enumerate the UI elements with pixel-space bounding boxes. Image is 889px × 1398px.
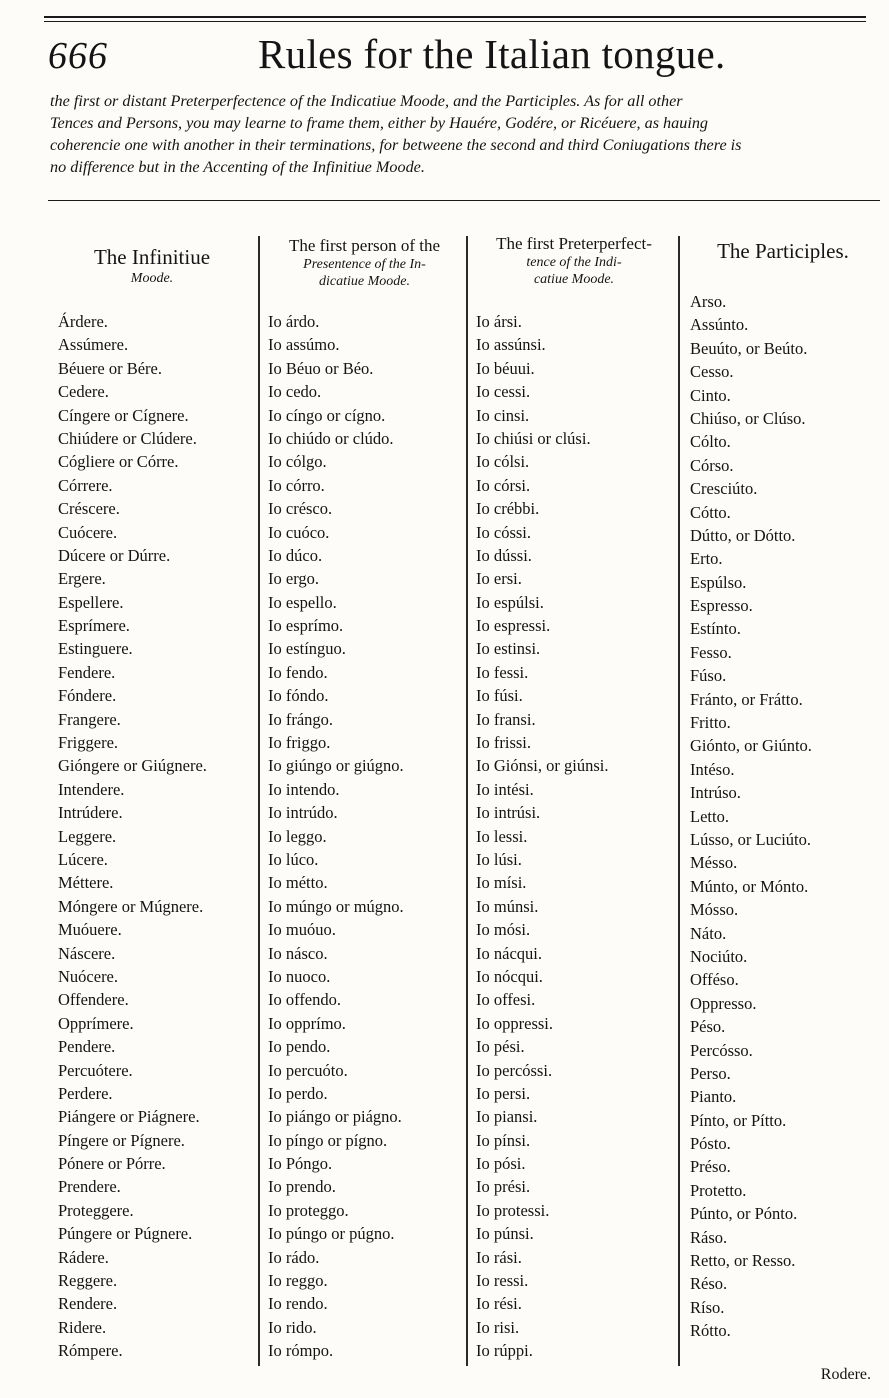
infinitive-entry: Cuócere. xyxy=(58,522,118,542)
infinitive-entry: Perdere. xyxy=(58,1083,113,1103)
column-divider xyxy=(466,236,468,1366)
present-entry: Io friggo. xyxy=(268,733,331,753)
preterite-entry: Io pési. xyxy=(476,1037,525,1057)
participle-entry: Assúnto. xyxy=(690,315,749,335)
infinitive-entry: Córrere. xyxy=(58,475,113,495)
preterite-entry: Io estinsi. xyxy=(476,639,541,659)
preterite-entry: Io cóssi. xyxy=(476,522,531,542)
preterite-entry: Io crébbi. xyxy=(476,499,540,519)
infinitive-entry: Rádere. xyxy=(58,1247,109,1267)
present-entry: Io piángo or piágno. xyxy=(268,1107,402,1127)
preterite-entry: Io béuui. xyxy=(476,358,535,378)
present-entry: Io Póngo. xyxy=(268,1154,333,1174)
intro-paragraph xyxy=(50,90,886,178)
participle-entry: Rótto. xyxy=(690,1321,731,1341)
participle-entry: Chiúso, or Clúso. xyxy=(690,408,806,428)
participle-entry: Pósto. xyxy=(690,1134,731,1154)
infinitive-entry: Móngere or Múgnere. xyxy=(58,896,204,916)
infinitive-entry: Cíngere or Cígnere. xyxy=(58,405,189,425)
preterite-entry: Io ersi. xyxy=(476,569,522,589)
preterite-entry: Io lessi. xyxy=(476,826,528,846)
present-entry: Io intendo. xyxy=(268,779,340,799)
participle-entry: Oppresso. xyxy=(690,993,757,1013)
present-entry: Io dúco. xyxy=(268,545,323,565)
preterite-entry: Io espressi. xyxy=(476,616,551,636)
present-entry: Io prendo. xyxy=(268,1177,336,1197)
preterite-entry: Io assúnsi. xyxy=(476,335,546,355)
present-entry: Io púngo or púgno. xyxy=(268,1224,395,1244)
preterite-entry: Io mísi. xyxy=(476,873,527,893)
infinitive-entry: Nuócere. xyxy=(58,966,119,986)
top-rule-thin xyxy=(44,21,866,22)
participle-entry: Cesso. xyxy=(690,362,734,382)
infinitive-entry: Fendere. xyxy=(58,662,116,682)
infinitive-entry: Náscere. xyxy=(58,943,116,963)
infinitive-entry: Muóuere. xyxy=(58,920,122,940)
preterite-entry: Io cessi. xyxy=(476,382,531,402)
participle-entry: Múnto, or Mónto. xyxy=(690,876,809,896)
infinitive-entry: Béuere or Bére. xyxy=(58,358,162,378)
preterite-entry: Io córsi. xyxy=(476,475,531,495)
preterite-entry: Io offesi. xyxy=(476,990,536,1010)
infinitive-entry: Assúmere. xyxy=(58,335,129,355)
present-entry: Io cuóco. xyxy=(268,522,330,542)
infinitive-entry: Intrúdere. xyxy=(58,803,123,823)
participle-entry: Dútto, or Dótto. xyxy=(690,525,796,545)
present-entry: Io nuoco. xyxy=(268,966,331,986)
infinitive-entry: Friggere. xyxy=(58,733,119,753)
present-entry: Io Béuo or Béo. xyxy=(268,358,374,378)
preterite-entry: Io ressi. xyxy=(476,1271,529,1291)
infinitive-entry: Estinguere. xyxy=(58,639,133,659)
present-entry: Io proteggo. xyxy=(268,1200,349,1220)
intro-line: coherencie one with another in their terminations, for betweene the second and third Coniugations there is xyxy=(50,136,742,154)
intro-line: no difference but in the Accenting of the Infinitiue Moode. xyxy=(50,158,425,176)
present-entry: Io perdo. xyxy=(268,1083,328,1103)
preterite-entry: Io púnsi. xyxy=(476,1224,534,1244)
column-divider xyxy=(258,236,260,1366)
present-column xyxy=(268,310,404,1363)
participle-entry: Perso. xyxy=(690,1063,731,1083)
participle-entry: Intrúso. xyxy=(690,783,741,803)
infinitive-entry: Opprímere. xyxy=(58,1013,134,1033)
present-entry: Io ergo. xyxy=(268,569,320,589)
page-number: 666 xyxy=(48,35,108,77)
present-entry: Io crésco. xyxy=(268,499,333,519)
present-entry: Io córro. xyxy=(268,475,325,495)
present-entry: Io lúco. xyxy=(268,849,319,869)
present-entry: Io intrúdo. xyxy=(268,803,338,823)
present-entry: Io násco. xyxy=(268,943,328,963)
intro-line: Tences and Persons, you may learne to frame them, either by Hauére, Godére, or Ricéuere, as hauing xyxy=(50,114,709,132)
infinitive-entry: Proteggere. xyxy=(58,1200,134,1220)
preterite-entry: Io piansi. xyxy=(476,1107,538,1127)
present-entry: Io árdo. xyxy=(268,312,320,331)
preterite-entry: Io rási. xyxy=(476,1247,522,1267)
present-entry: Io rido. xyxy=(268,1317,317,1337)
participle-entry: Pínto, or Pítto. xyxy=(690,1110,787,1130)
present-entry: Io métto. xyxy=(268,873,328,893)
preterite-entry: Io pínsi. xyxy=(476,1130,531,1150)
preterite-heading-title: The first Preterperfect- xyxy=(496,234,652,253)
present-entry: Io píngo or pígno. xyxy=(268,1130,388,1150)
preterite-entry: Io espúlsi. xyxy=(476,592,544,612)
participle-entry: Náto. xyxy=(690,923,727,943)
participle-entry: Mésso. xyxy=(690,853,738,873)
infinitive-entry: Píngere or Pígnere. xyxy=(58,1130,185,1150)
present-entry: Io estínguo. xyxy=(268,639,346,659)
present-entry: Io rómpo. xyxy=(268,1341,334,1361)
participle-entry: Protetto. xyxy=(690,1180,747,1200)
infinitive-column xyxy=(58,310,207,1363)
preterite-entry: Io intési. xyxy=(476,779,534,799)
infinitive-entry: Prendere. xyxy=(58,1177,121,1197)
infinitive-entry: Rómpere. xyxy=(58,1341,123,1361)
preterite-entry: Io nácqui. xyxy=(476,943,542,963)
infinitive-entry: Fóndere. xyxy=(58,686,117,706)
top-rule xyxy=(44,16,866,18)
present-entry: Io esprímo. xyxy=(268,616,344,636)
present-entry: Io leggo. xyxy=(268,826,327,846)
present-entry: Io fóndo. xyxy=(268,686,329,706)
preterite-entry: Io rúppi. xyxy=(476,1341,533,1361)
participle-entry: Fritto. xyxy=(690,713,731,733)
participle-entry: Ríso. xyxy=(690,1297,725,1317)
preterite-entry: Io persi. xyxy=(476,1083,531,1103)
participle-entry: Letto. xyxy=(690,806,729,826)
participle-entry: Córso. xyxy=(690,455,734,475)
infinitive-entry: Piángere or Piágnere. xyxy=(58,1107,200,1127)
infinitive-entry: Gióngere or Giúgnere. xyxy=(58,756,207,776)
present-entry: Io muóuo. xyxy=(268,920,336,940)
participle-entry: Púnto, or Pónto. xyxy=(690,1204,798,1224)
infinitive-entry: Frangere. xyxy=(58,709,121,729)
present-entry: Io rádo. xyxy=(268,1247,320,1267)
present-entry: Io reggo. xyxy=(268,1271,328,1291)
participles-column xyxy=(690,290,812,1343)
participle-entry: Erto. xyxy=(690,549,723,569)
participle-entry: Préso. xyxy=(690,1157,731,1177)
preterite-heading xyxy=(470,234,678,288)
participle-entry: Intéso. xyxy=(690,759,735,779)
present-entry: Io espello. xyxy=(268,592,337,612)
preterite-entry: Io fessi. xyxy=(476,662,529,682)
preterite-entry: Io rési. xyxy=(476,1294,522,1314)
present-heading-title: The first person of the xyxy=(288,236,441,255)
present-entry: Io chiúdo or clúdo. xyxy=(268,428,394,448)
participle-entry: Percósso. xyxy=(690,1040,753,1060)
present-entry: Io rendo. xyxy=(268,1294,328,1314)
present-entry: Io cólgo. xyxy=(268,452,327,472)
present-entry: Io cíngo or cígno. xyxy=(268,405,386,425)
infinitive-heading-sub: Moode. xyxy=(130,271,174,286)
present-entry: Io giúngo or giúgno. xyxy=(268,756,404,776)
preterite-entry: Io ársi. xyxy=(476,312,522,331)
participle-entry: Espúlso. xyxy=(690,572,747,592)
infinitive-entry: Lúcere. xyxy=(58,849,108,869)
column-divider xyxy=(678,236,680,1366)
present-heading-sub2: dicatiue Moode. xyxy=(319,274,410,289)
present-entry: Io múngo or múgno. xyxy=(268,896,404,916)
infinitive-entry: Leggere. xyxy=(58,826,117,846)
infinitive-entry: Intendere. xyxy=(58,779,125,799)
participles-heading-title: The Participles. xyxy=(717,239,849,263)
participle-entry: Fúso. xyxy=(690,666,727,686)
infinitive-entry: Pónere or Pórre. xyxy=(58,1154,166,1174)
preterite-entry: Io frissi. xyxy=(476,733,531,753)
infinitive-entry: Chiúdere or Clúdere. xyxy=(58,428,197,448)
infinitive-entry: Ergere. xyxy=(58,569,106,589)
present-entry: Io pendo. xyxy=(268,1037,331,1057)
infinitive-entry: Púngere or Púgnere. xyxy=(58,1224,193,1244)
present-entry: Io assúmo. xyxy=(268,335,340,355)
infinitive-entry: Rendere. xyxy=(58,1294,118,1314)
participle-entry: Réso. xyxy=(690,1274,728,1294)
infinitive-entry: Espellere. xyxy=(58,592,124,612)
present-heading xyxy=(262,236,467,290)
infinitive-heading xyxy=(52,244,252,287)
participle-entry: Pianto. xyxy=(690,1087,737,1107)
participle-entry: Retto, or Resso. xyxy=(690,1251,796,1271)
participle-entry: Lússo, or Luciúto. xyxy=(690,829,811,849)
participle-entry: Fránto, or Frátto. xyxy=(690,689,803,709)
infinitive-entry: Pendere. xyxy=(58,1037,116,1057)
preterite-entry: Io pósi. xyxy=(476,1154,526,1174)
infinitive-entry: Dúcere or Dúrre. xyxy=(58,545,171,565)
participle-entry: Arso. xyxy=(690,292,727,311)
present-entry: Io opprímo. xyxy=(268,1013,346,1033)
intro-separator xyxy=(48,200,880,201)
intro-line: the first or distant Preterperfectence of the Indicatiue Moode, and the Participles. As for all other xyxy=(50,92,683,110)
participle-entry: Péso. xyxy=(690,1017,726,1037)
infinitive-entry: Offendere. xyxy=(58,990,129,1010)
participle-entry: Offéso. xyxy=(690,970,739,990)
preterite-entry: Io risi. xyxy=(476,1317,520,1337)
infinitive-entry: Reggere. xyxy=(58,1271,118,1291)
participle-entry: Estínto. xyxy=(690,619,741,639)
preterite-entry: Io percóssi. xyxy=(476,1060,553,1080)
participle-entry: Ráso. xyxy=(690,1227,728,1247)
infinitive-entry: Árdere. xyxy=(58,312,108,331)
preterite-entry: Io nócqui. xyxy=(476,966,543,986)
page-title: Rules for the Italian tongue. xyxy=(258,31,726,77)
preterite-entry: Io mósi. xyxy=(476,920,531,940)
infinitive-heading-title: The Infinitiue xyxy=(93,245,211,269)
present-entry: Io cedo. xyxy=(268,382,322,402)
present-entry: Io offendo. xyxy=(268,990,342,1010)
participles-heading xyxy=(688,238,878,264)
preterite-entry: Io chiúsi or clúsi. xyxy=(476,428,591,448)
participle-entry: Giónto, or Giúnto. xyxy=(690,736,812,756)
participle-entry: Espresso. xyxy=(690,596,753,616)
participle-entry: Cinto. xyxy=(690,385,731,405)
infinitive-entry: Percuótere. xyxy=(58,1060,133,1080)
preterite-entry: Io cólsi. xyxy=(476,452,530,472)
preterite-entry: Io fransi. xyxy=(476,709,536,729)
infinitive-entry: Cógliere or Córre. xyxy=(58,452,179,472)
preterite-entry: Io oppressi. xyxy=(476,1013,553,1033)
infinitive-entry: Méttere. xyxy=(58,873,114,893)
preterite-entry: Io dússi. xyxy=(476,545,532,565)
participle-entry: Cólto. xyxy=(690,432,731,452)
infinitive-entry: Ridere. xyxy=(58,1317,107,1337)
preterite-heading-sub2: catiue Moode. xyxy=(533,272,615,287)
present-heading-sub1: Presentence of the In- xyxy=(303,257,426,272)
present-entry: Io fendo. xyxy=(268,662,328,682)
participle-entry: Nociúto. xyxy=(690,946,748,966)
preterite-heading-sub1: tence of the Indi- xyxy=(526,255,622,270)
present-entry: Io percuóto. xyxy=(268,1060,348,1080)
participle-entry: Cresciúto. xyxy=(690,479,758,499)
infinitive-entry: Créscere. xyxy=(58,499,120,519)
participle-entry: Fesso. xyxy=(690,642,732,662)
preterite-entry: Io prési. xyxy=(476,1177,531,1197)
infinitive-entry: Cedere. xyxy=(58,382,109,402)
preterite-entry: Io protessi. xyxy=(476,1200,550,1220)
preterite-entry: Io intrúsi. xyxy=(476,803,541,823)
participle-entry: Mósso. xyxy=(690,900,739,920)
preterite-entry: Io lúsi. xyxy=(476,849,522,869)
preterite-entry: Io cinsi. xyxy=(476,405,530,425)
preterite-entry: Io Giónsi, or giúnsi. xyxy=(476,756,609,776)
infinitive-entry: Esprímere. xyxy=(58,616,130,636)
catchword: Rodere. xyxy=(820,1366,871,1383)
preterite-entry: Io fúsi. xyxy=(476,686,523,706)
participle-entry: Cótto. xyxy=(690,502,731,522)
participle-entry: Beuúto, or Beúto. xyxy=(690,338,808,358)
present-entry: Io frángo. xyxy=(268,709,334,729)
preterite-column xyxy=(476,310,608,1363)
preterite-entry: Io múnsi. xyxy=(476,896,539,916)
